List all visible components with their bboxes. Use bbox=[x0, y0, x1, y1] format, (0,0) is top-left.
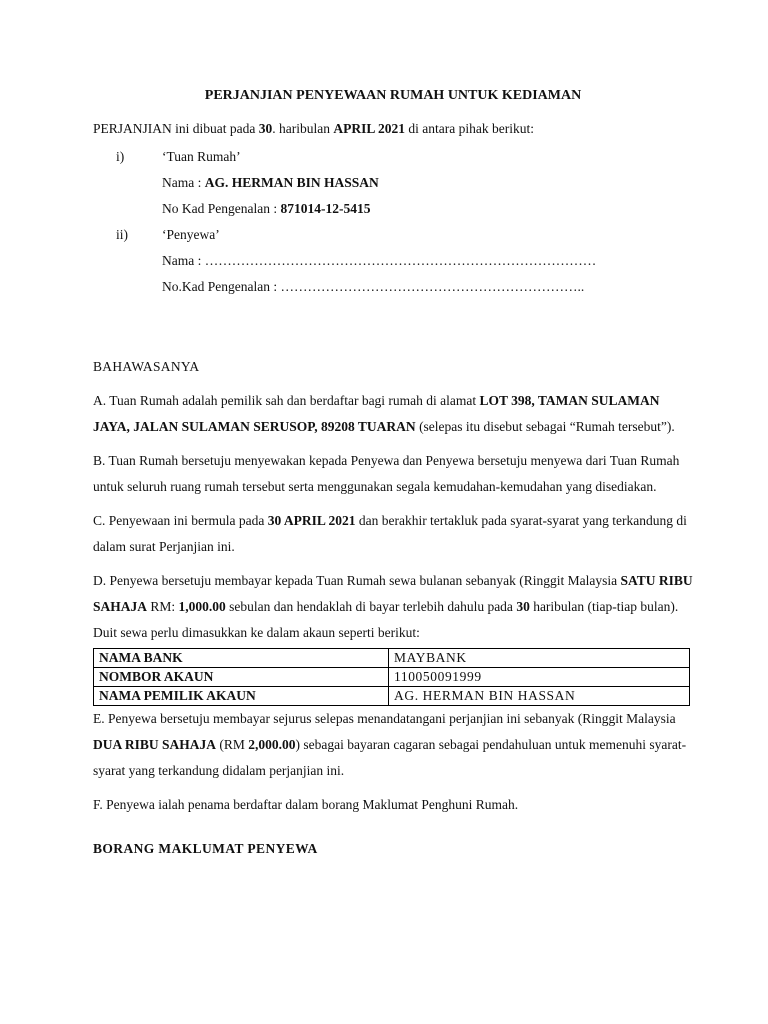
clause-e-amount: 2,000.00 bbox=[248, 737, 296, 752]
clause-e bbox=[93, 706, 693, 784]
party-i-name-row bbox=[93, 170, 693, 196]
table-row bbox=[94, 687, 690, 706]
bank-name-value: MAYBANK bbox=[389, 649, 690, 668]
clause-d-text-2: RM: bbox=[147, 599, 179, 614]
clause-d bbox=[93, 568, 693, 646]
clause-b bbox=[93, 448, 693, 500]
bank-account-table bbox=[93, 648, 690, 706]
clause-a-text-1: A. Tuan Rumah adalah pemilik sah dan berdaftar bagi rumah di alamat bbox=[93, 393, 480, 408]
intro-text-a: PERJANJIAN ini dibuat pada bbox=[93, 121, 259, 136]
clause-b-text: B. Tuan Rumah bersetuju menyewakan kepada Penyewa dan Penyewa bersetuju menyewa dari Tuan Rumah untuk seluruh ruang rumah tersebut serta menggunakan segala kemudahan-kemudahan yang disediakan. bbox=[93, 453, 680, 494]
intro-month: APRIL 2021 bbox=[333, 121, 405, 136]
clause-d-text-1: D. Penyewa bersetuju membayar kepada Tuan Rumah sewa bulanan sebanyak (Ringgit Malaysia bbox=[93, 573, 621, 588]
agreement-page bbox=[93, 82, 693, 862]
party-ii-name-row bbox=[93, 248, 693, 274]
clause-f bbox=[93, 792, 693, 818]
document-title: PERJANJIAN PENYEWAAN RUMAH UNTUK KEDIAMAN bbox=[204, 88, 582, 103]
party-i-role-row bbox=[93, 144, 693, 170]
clause-d-day: 30 bbox=[516, 599, 530, 614]
bahawasanya-heading: BAHAWASANYA bbox=[93, 359, 200, 374]
clause-d-text-3: sebulan dan hendaklah di bayar terlebih dahulu pada bbox=[225, 599, 517, 614]
party-i-ic-row bbox=[93, 196, 693, 222]
clause-e-words: DUA RIBU SAHAJA bbox=[93, 737, 217, 752]
account-holder-label: NAMA PEMILIK AKAUN bbox=[94, 687, 389, 706]
intro-day: 30 bbox=[258, 121, 273, 136]
clause-c bbox=[93, 508, 693, 560]
clause-d-amount: 1,000.00 bbox=[178, 599, 226, 614]
party-ii-ic-line: No.Kad Pengenalan : ………………………………………………………….. bbox=[162, 279, 585, 294]
borang-heading: BORANG MAKLUMAT PENYEWA bbox=[93, 841, 318, 856]
clause-d-words: SATU RIBU SAHAJA bbox=[93, 573, 693, 614]
party-ii-role: ‘Penyewa’ bbox=[162, 227, 220, 242]
table-row bbox=[94, 649, 690, 668]
party-ii-number: ii) bbox=[116, 227, 128, 242]
bank-name-label: NAMA BANK bbox=[94, 649, 389, 668]
clause-e-text-1: E. Penyewa bersetuju membayar sejurus selepas menandatangani perjanjian ini sebanyak (Ringgit Malaysia bbox=[93, 711, 676, 726]
account-holder-value: AG. HERMAN BIN HASSAN bbox=[389, 687, 690, 706]
party-ii-name-line: Nama : …………………………………………………………………………… bbox=[162, 253, 597, 268]
intro-text-b: . haribulan bbox=[272, 121, 334, 136]
party-i-ic: 871014-12-5415 bbox=[280, 201, 371, 216]
account-number-value: 110050091999 bbox=[389, 668, 690, 687]
clause-c-text-1: C. Penyewaan ini bermula pada bbox=[93, 513, 268, 528]
clause-d-text-4: haribulan (tiap-tiap bulan). Duit sewa perlu dimasukkan ke dalam akaun seperti berikut: bbox=[93, 599, 679, 640]
clause-f-text: F. Penyewa ialah penama berdaftar dalam borang Maklumat Penghuni Rumah. bbox=[93, 797, 519, 812]
account-number-label: NOMBOR AKAUN bbox=[94, 668, 389, 687]
clause-e-text-2: (RM bbox=[216, 737, 249, 752]
party-i-name-label: Nama : bbox=[162, 175, 205, 190]
clause-c-text-2: dan berakhir tertakluk pada syarat-syarat yang terkandung di dalam surat Perjanjian ini. bbox=[93, 513, 687, 554]
party-ii-role-row bbox=[93, 222, 693, 248]
party-i-name: AG. HERMAN BIN HASSAN bbox=[204, 175, 379, 190]
party-ii-ic-row bbox=[93, 274, 693, 300]
party-i-ic-label: No Kad Pengenalan : bbox=[162, 201, 281, 216]
intro-text-c: di antara pihak berikut: bbox=[405, 121, 534, 136]
table-row bbox=[94, 668, 690, 687]
intro-line bbox=[93, 114, 693, 144]
party-i-role: ‘Tuan Rumah’ bbox=[162, 149, 241, 164]
party-i-number: i) bbox=[116, 149, 125, 164]
clause-a-text-2: (selepas itu disebut sebagai “Rumah tersebut”). bbox=[415, 419, 675, 434]
clause-e-text-3: ) sebagai bayaran cagaran sebagai pendahuluan untuk memenuhi syarat-syarat yang terkandung didalam perjanjian ini. bbox=[93, 737, 687, 778]
clause-a bbox=[93, 388, 693, 440]
clause-c-date: 30 APRIL 2021 bbox=[267, 513, 356, 528]
clause-a-address: LOT 398, TAMAN SULAMAN JAYA, JALAN SULAMAN SERUSOP, 89208 TUARAN bbox=[93, 393, 660, 434]
